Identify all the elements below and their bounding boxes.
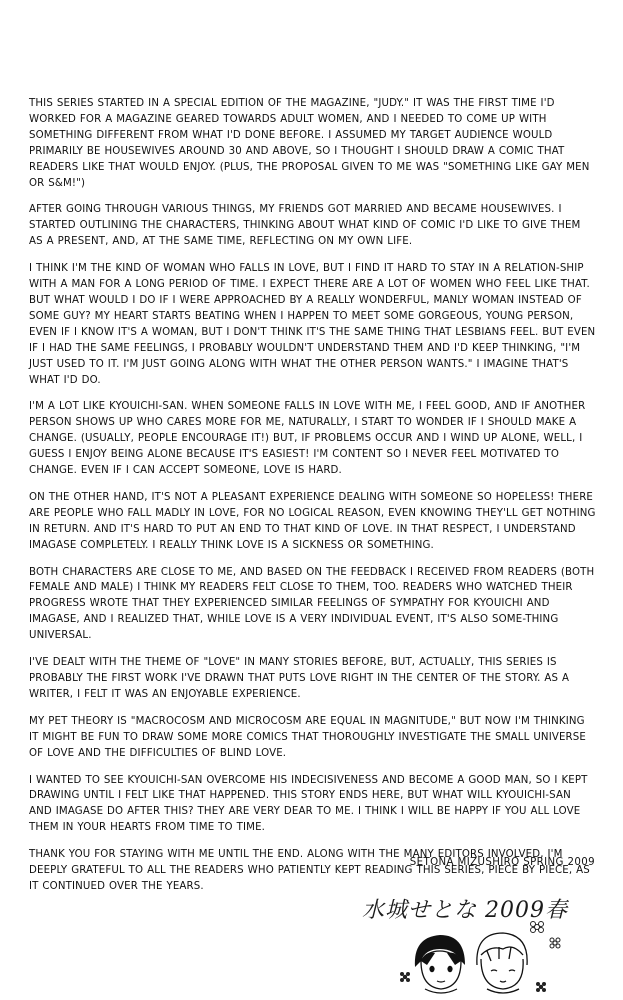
afterword-text [29, 96, 597, 906]
paragraph-1: THIS SERIES STARTED IN A SPECIAL EDITION OF THE MAGAZINE, "JUDY." IT WAS THE FIRST TIME I'D WORKED FOR A MAGAZINE GEARED TOWARDS ADULT WOMEN, AND I NEEDED TO COME UP WITH SOMETHING DIFFERENT FROM WHAT I'D DONE BEFORE. I ASSUMED MY TARGET AUDIENCE WOULD PRIMARILY BE HOUSEWIVES AROUND 30 AND ABOVE, SO I THOUGHT I SHOULD DRAW A COMIC THAT READERS LIKE THAT WOULD ENJOY. (PLUS, THE PROPOSAL GIVEN TO ME WAS "SOMETHING LIKE GAY MEN OR S&M!") [29, 98, 590, 189]
flower-icon [550, 938, 560, 948]
character-sketch-illustration [395, 915, 585, 997]
flower-icon [400, 972, 410, 982]
paragraph-5: ON THE OTHER HAND, IT'S NOT A PLEASANT EXPERIENCE DEALING WITH SOMEONE SO HOPELESS! THERE ARE PEOPLE WHO FALL MADLY IN LOVE, FOR NO LOGICAL REASON, EVEN KNOWING THEY'LL GET NOTHING IN RETURN. AND IT'S HARD TO PUT AN END TO THAT KIND OF LOVE. IN THAT RESPECT, I UNDERSTAND IMAGASE COMPLETELY. I REALLY THINK LOVE IS A SICKNESS OR SOMETHING. [29, 491, 596, 551]
paragraph-7: I'VE DEALT WITH THE THEME OF "LOVE" IN MANY STORIES BEFORE, BUT, ACTUALLY, THIS SERIES IS PROBABLY THE FIRST WORK I'VE DRAWN THAT PUTS LOVE RIGHT IN THE CENTER OF THE STORY. AS A WRITER, I FELT IT WAS AN ENJOYABLE EXPERIENCE. [29, 657, 570, 700]
handwritten-signature: 水城せとな 2009春 [362, 898, 568, 923]
author-signature-line: SETONA MIZUSHIRO SPRING 2009 [409, 857, 595, 868]
imagase-sketch-icon [477, 933, 527, 993]
paragraph-6: BOTH CHARACTERS ARE CLOSE TO ME, AND BASED ON THE FEEDBACK I RECEIVED FROM READERS (BOTH FEMALE AND MALE) I THINK MY READERS FELT CLOSE TO THEM, TOO. READERS WHO WATCHED THEIR PROGRESS WROTE THAT THEY EXPERIENCED SIMILAR FEELINGS OF SYMPATHY FOR KYOUICHI AND IMAGASE, AND I REALIZED THAT, WHILE LOVE IS A VERY INDIVIDUAL EVENT, IT'S ALSO SOME-THING UNIVERSAL. [29, 566, 595, 642]
paragraph-4: I'M A LOT LIKE KYOUICHI-SAN. WHEN SOMEONE FALLS IN LOVE WITH ME, I FEEL GOOD, AND IF ANOTHER PERSON SHOWS UP WHO CARES MORE FOR ME, NATURALLY, I START TO WONDER IF I SHOULD MAKE A CHANGE. (USUALLY, PEOPLE ENCOURAGE IT!) BUT, IF PROBLEMS OCCUR AND I WIND UP ALONE, WELL, I GUESS I ENJOY BEING ALONE BECAUSE IT'S EASIEST! I'M CONTENT SO I NEVER FEEL MOTIVATED TO CHANGE. EVEN IF I CAN ACCEPT SOMEONE, LOVE IS HARD. [29, 401, 586, 477]
paragraph-3: I THINK I'M THE KIND OF WOMAN WHO FALLS IN LOVE, BUT I FIND IT HARD TO STAY IN A RELATION-SHIP WITH A MAN FOR A LONG PERIOD OF TIME. I EXPECT THERE ARE A LOT OF WOMEN WHO FEEL LIKE THAT. BUT WHAT WOULD I DO IF I WERE APPROACHED BY A REALLY WONDERFUL, MANLY WOMAN INSTEAD OF SOME GUY? MY HEART STARTS BEATING WHEN I HAPPEN TO MEET SOME GORGEOUS, YOUNG PERSON, EVEN IF I KNOW IT'S A WOMAN, BUT I DON'T THINK IT'S THE SAME THING THAT LESBIANS FEEL. BUT EVEN IF I HAD THE SAME FEELINGS, I PROBABLY WOULDN'T UNDERSTAND THEM AND I'D KEEP THINKING, "I'M JUST USED TO IT. I'M JUST GOING ALONG WITH WHAT THE OTHER PERSON WANTS." I IMAGINE THAT'S WHAT I'D DO. [29, 263, 596, 386]
flower-icon [531, 922, 544, 933]
paragraph-10: THANK YOU FOR STAYING WITH ME UNTIL THE END. ALONG WITH THE MANY EDITORS INVOLVED, I'M DEEPLY GRATEFUL TO ALL THE READERS WHO PATIENTLY KEPT READING THIS SERIES, PIECE BY PIECE, AS IT CONTINUED OVER THE YEARS. [29, 849, 590, 892]
paragraph-2: AFTER GOING THROUGH VARIOUS THINGS, MY FRIENDS GOT MARRIED AND BECAME HOUSEWIVES. I STARTED OUTLINING THE CHARACTERS, THINKING ABOUT WHAT KIND OF COMIC I'D LIKE TO GIVE THEM AS A PRESENT, AND, AT THE SAME TIME, REFLECTING ON MY OWN LIFE. [29, 204, 581, 248]
paragraph-8: MY PET THEORY IS "MACROCOSM AND MICROCOSM ARE EQUAL IN MAGNITUDE," BUT NOW I'M THINKING IT MIGHT BE FUN TO DRAW SOME MORE COMICS THAT THOROUGHLY INVESTIGATE THE SMALL UNIVERSE OF LOVE AND THE DIFFICULTIES OF BLIND LOVE. [29, 715, 586, 759]
kyouichi-sketch-icon [415, 935, 465, 993]
paragraph-9: I WANTED TO SEE KYOUICHI-SAN OVERCOME HIS INDECISIVENESS AND BECOME A GOOD MAN, SO I KEPT DRAWING UNTIL I FELT LIKE THAT HAPPENED. THIS STORY ENDS HERE, BUT WHAT WILL KYOUICHI-SAN AND IMAGASE DO AFTER THIS? THEY ARE VERY DEAR TO ME. I THINK I WILL BE HAPPY IF YOU ALL LOVE THEM IN YOUR HEARTS FROM TIME TO TIME. [29, 774, 588, 834]
flower-icon [536, 982, 546, 992]
